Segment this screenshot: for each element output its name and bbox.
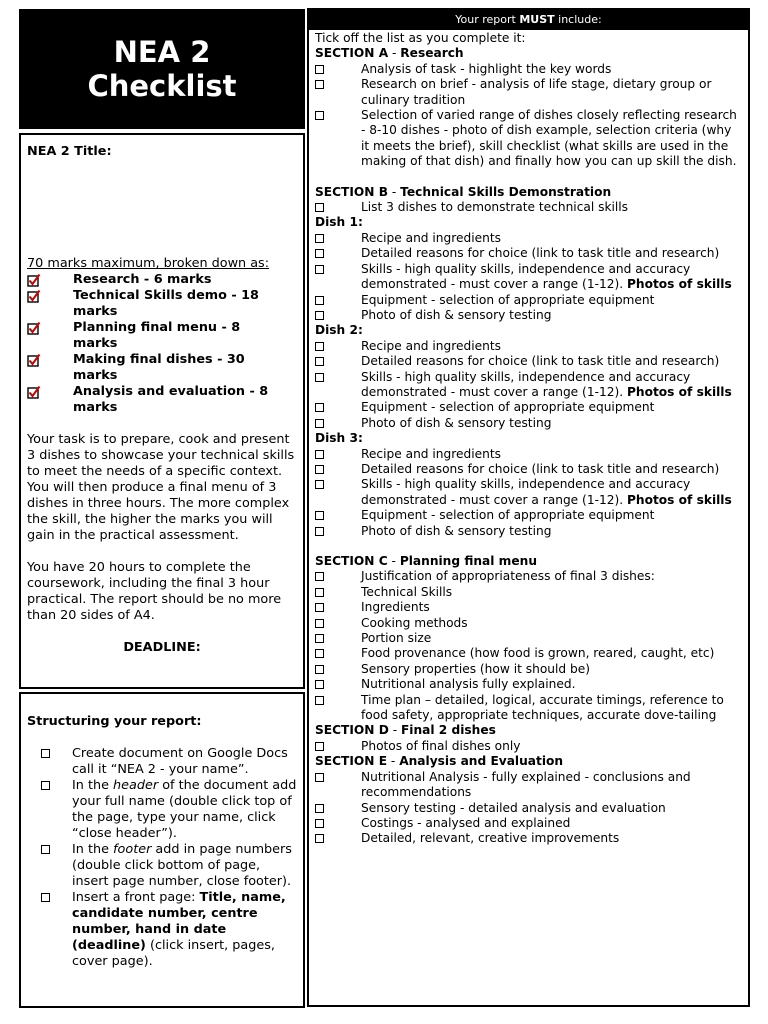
marks-item: Making final dishes - 30 marks	[27, 352, 297, 384]
checked-box-icon	[27, 353, 41, 367]
checkbox-icon[interactable]	[315, 834, 324, 843]
checkbox-icon[interactable]	[315, 249, 324, 258]
list-item: Detailed reasons for choice (link to task title and research)	[315, 246, 742, 261]
section-a-heading: SECTION A - Research	[315, 46, 464, 61]
report-checklist-panel	[307, 8, 750, 1007]
structuring-panel	[19, 692, 305, 1008]
checkbox-icon[interactable]	[315, 527, 324, 536]
list-item: Sensory properties (how it should be)	[315, 662, 742, 677]
checkbox-icon[interactable]	[315, 419, 324, 428]
list-item: Technical Skills	[315, 585, 742, 600]
list-item: Photos of final dishes only	[315, 739, 742, 754]
checkbox-icon[interactable]	[315, 450, 324, 459]
dish-3-heading: Dish 3:	[315, 431, 363, 446]
checkbox-icon[interactable]	[315, 649, 324, 658]
checkbox-icon[interactable]	[315, 465, 324, 474]
checkbox-icon[interactable]	[41, 845, 50, 854]
report-header: Your report MUST include:	[309, 10, 748, 30]
list-item: Ingredients	[315, 600, 742, 615]
marks-item: Technical Skills demo - 18 marks	[27, 288, 297, 320]
list-item: Photo of dish & sensory testing	[315, 524, 742, 539]
checkbox-icon[interactable]	[315, 511, 324, 520]
checkbox-icon[interactable]	[315, 742, 324, 751]
list-item: In the footer add in page numbers (double click bottom of page, insert page number, close footer).	[27, 842, 297, 890]
checkbox-icon[interactable]	[315, 373, 324, 382]
checked-box-icon	[27, 273, 41, 287]
section-d-heading: SECTION D - Final 2 dishes	[315, 723, 496, 738]
list-item: Nutritional analysis fully explained.	[315, 677, 742, 692]
checkbox-icon[interactable]	[41, 749, 50, 758]
section-e-heading: SECTION E - Analysis and Evaluation	[315, 754, 564, 769]
hours-paragraph: You have 20 hours to complete the coursework, including the final 3 hour practical. The report should be no more than 20 sides of A4.	[27, 560, 282, 623]
list-item: Portion size	[315, 631, 742, 646]
checkbox-icon[interactable]	[315, 804, 324, 813]
list-item: Selection of varied range of dishes closely reflecting research - 8-10 dishes - photo of dish example, selection criteria (why it meets the brief), skill checklist (what skills are used in the making of that dish) and finally how you can up skill the dish.	[315, 108, 742, 170]
list-item: Time plan – detailed, logical, accurate timings, reference to food safety, appropriate techniques, accurate dove-tailing	[315, 693, 742, 724]
marks-item: Planning final menu - 8 marks	[27, 320, 297, 352]
list-item: Skills - high quality skills, independence and accuracy demonstrated - must cover a range (1-12). Photos of skills	[315, 370, 742, 401]
list-item: Analysis of task - highlight the key words	[315, 62, 742, 77]
list-item: Equipment - selection of appropriate equipment	[315, 293, 742, 308]
list-item: Photo of dish & sensory testing	[315, 308, 742, 323]
list-item: Detailed reasons for choice (link to task title and research)	[315, 354, 742, 369]
checkbox-icon[interactable]	[315, 65, 324, 74]
list-item: Equipment - selection of appropriate equipment	[315, 508, 742, 523]
section-c-heading: SECTION C - Planning final menu	[315, 554, 537, 568]
task-paragraph: Your task is to prepare, cook and present 3 dishes to showcase your technical skills to meet the needs of a specific context. You will then produce a final menu of 3 dishes in three hours. The more complex the skill, the higher the marks you will gain in the practical assessment.	[27, 432, 295, 543]
report-content	[309, 30, 748, 847]
checkbox-icon[interactable]	[315, 619, 324, 628]
dish-2-heading: Dish 2:	[315, 323, 363, 338]
checkbox-icon[interactable]	[41, 893, 50, 902]
checkbox-icon[interactable]	[315, 665, 324, 674]
list-item: Recipe and ingredients	[315, 231, 742, 246]
checkbox-icon[interactable]	[315, 588, 324, 597]
list-item: Detailed, relevant, creative improvements	[315, 831, 742, 846]
checkbox-icon[interactable]	[315, 572, 324, 581]
checkbox-icon[interactable]	[315, 603, 324, 612]
list-item: Insert a front page: Title, name, candidate number, centre number, hand in date (deadline) (click insert, pages, cover page).	[27, 890, 297, 970]
list-item: Recipe and ingredients	[315, 339, 742, 354]
dish-1-heading: Dish 1:	[315, 215, 363, 230]
checkbox-icon[interactable]	[41, 781, 50, 790]
checkbox-icon[interactable]	[315, 680, 324, 689]
list-item: Justification of appropriateness of final 3 dishes:	[315, 569, 742, 584]
checkbox-icon[interactable]	[315, 342, 324, 351]
list-item: Skills - high quality skills, independence and accuracy demonstrated - must cover a range (1-12). Photos of skills	[315, 262, 742, 293]
list-item: Food provenance (how food is grown, reared, caught, etc)	[315, 646, 742, 661]
checkbox-icon[interactable]	[315, 80, 324, 89]
list-item: Skills - high quality skills, independence and accuracy demonstrated - must cover a range (1-12). Photos of skills	[315, 477, 742, 508]
title-line-1: NEA 2	[113, 35, 211, 69]
list-item: List 3 dishes to demonstrate technical skills	[315, 200, 742, 215]
list-item: In the header of the document add your full name (double click top of the page, type your name, click “close header”).	[27, 778, 297, 842]
marks-item: Analysis and evaluation - 8 marks	[27, 384, 297, 416]
structuring-heading: Structuring your report:	[27, 714, 202, 729]
section-b-heading: SECTION B - Technical Skills Demonstration	[315, 184, 612, 199]
checked-box-icon	[27, 289, 41, 303]
checkbox-icon[interactable]	[315, 234, 324, 243]
title-line-2: Checklist	[87, 69, 237, 103]
checkbox-icon[interactable]	[315, 296, 324, 305]
checkbox-icon[interactable]	[315, 357, 324, 366]
info-panel	[19, 133, 305, 689]
checkbox-icon[interactable]	[315, 203, 324, 212]
checkbox-icon[interactable]	[315, 819, 324, 828]
checked-box-icon	[27, 385, 41, 399]
nea-title-label: NEA 2 Title:	[27, 144, 112, 159]
list-item: Recipe and ingredients	[315, 447, 742, 462]
checkbox-icon[interactable]	[315, 480, 324, 489]
marks-intro: 70 marks maximum, broken down as:	[27, 256, 270, 271]
checkbox-icon[interactable]	[315, 265, 324, 274]
list-item: Nutritional Analysis - fully explained - conclusions and recommendations	[315, 770, 742, 801]
checkbox-icon[interactable]	[315, 773, 324, 782]
marks-item: Research - 6 marks	[27, 272, 297, 288]
report-intro: Tick off the list as you complete it:	[315, 31, 526, 45]
deadline-label: DEADLINE:	[123, 640, 201, 655]
checkbox-icon[interactable]	[315, 696, 324, 705]
list-item: Cooking methods	[315, 616, 742, 631]
list-item: Costings - analysed and explained	[315, 816, 742, 831]
checkbox-icon[interactable]	[315, 634, 324, 643]
checkbox-icon[interactable]	[315, 403, 324, 412]
checkbox-icon[interactable]	[315, 311, 324, 320]
list-item: Sensory testing - detailed analysis and evaluation	[315, 801, 742, 816]
list-item: Detailed reasons for choice (link to task title and research)	[315, 462, 742, 477]
checkbox-icon[interactable]	[315, 111, 324, 120]
list-item: Photo of dish & sensory testing	[315, 416, 742, 431]
list-item: Equipment - selection of appropriate equipment	[315, 400, 742, 415]
marks-list	[27, 272, 297, 416]
title-banner	[19, 9, 305, 129]
checked-box-icon	[27, 321, 41, 335]
list-item: Create document on Google Docs call it “NEA 2 - your name”.	[27, 746, 297, 778]
list-item: Research on brief - analysis of life stage, dietary group or culinary tradition	[315, 77, 742, 108]
